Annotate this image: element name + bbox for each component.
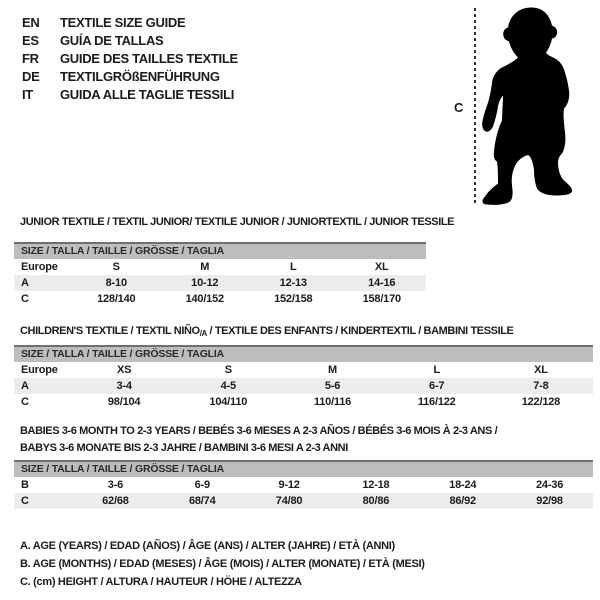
size-cell: 6-9 xyxy=(194,479,210,491)
size-cell: 8-10 xyxy=(105,277,127,289)
table-row-age-months xyxy=(14,477,593,493)
size-cell: 68/74 xyxy=(188,495,216,507)
column-header-cell: XL xyxy=(374,261,389,273)
children-size-table xyxy=(14,345,593,410)
size-cell: 62/68 xyxy=(102,495,129,507)
size-cell: 86/92 xyxy=(449,495,476,507)
language-code: ES xyxy=(22,33,39,48)
language-title-list xyxy=(22,14,238,104)
size-cell: 104/110 xyxy=(209,396,248,408)
table-row-height-cm xyxy=(14,291,426,307)
size-cell: 24-36 xyxy=(535,479,564,491)
language-row-fr xyxy=(22,50,238,68)
size-cell: 12-13 xyxy=(279,277,307,289)
toddler-silhouette-image xyxy=(478,4,578,207)
height-marker-label-c: C xyxy=(454,100,464,115)
language-row-es xyxy=(22,32,238,50)
size-cell: 152/158 xyxy=(274,293,313,305)
size-cell: 7-8 xyxy=(533,380,549,392)
size-header-bar: SIZE / TALLA / TAILLE / GRÖSSE / TAGLIA xyxy=(14,462,593,477)
size-cell: 110/116 xyxy=(313,396,352,408)
size-cell: 14-16 xyxy=(368,277,396,289)
column-header-cell: S xyxy=(224,364,232,376)
row-label-europe: Europe xyxy=(21,261,58,273)
size-cell: 92/98 xyxy=(536,495,563,507)
size-cell: 80/86 xyxy=(362,495,390,507)
measure-legend xyxy=(20,537,425,591)
children-title-text: CHILDREN'S TEXTILE / TEXTIL NIÑO xyxy=(20,325,200,337)
babies-title-line2: BABYS 3-6 MONATE BIS 2-3 JAHRE / BAMBINI 3-6 MESI A 2-3 ANNI xyxy=(20,442,348,454)
row-label-a: A xyxy=(21,380,29,392)
column-header-cell: M xyxy=(328,364,337,376)
row-label-b: B xyxy=(21,479,29,491)
language-code: FR xyxy=(22,51,39,66)
language-code: EN xyxy=(22,15,40,30)
size-cell: 9-12 xyxy=(278,479,300,491)
table-row-columns xyxy=(14,362,593,378)
language-code: IT xyxy=(22,87,33,102)
junior-size-table xyxy=(14,242,426,307)
size-cell: 10-12 xyxy=(191,277,219,289)
size-cell: 18-24 xyxy=(449,479,477,491)
table-row-age-years xyxy=(14,275,426,291)
size-cell: 74/80 xyxy=(275,495,303,507)
column-header-cell: M xyxy=(200,261,210,273)
babies-size-table xyxy=(14,460,593,509)
children-title-subscript: /A xyxy=(199,329,207,338)
row-label-a: A xyxy=(21,277,29,289)
size-cell: 3-4 xyxy=(116,380,132,392)
size-cell: 116/122 xyxy=(417,396,456,408)
language-title: GUIDE DES TAILLES TEXTILE xyxy=(60,51,238,66)
language-row-de xyxy=(22,68,238,86)
language-title: TEXTILE SIZE GUIDE xyxy=(60,15,186,30)
column-header-cell: XL xyxy=(534,364,548,376)
column-header-cell: S xyxy=(112,261,120,273)
children-title-text: / TEXTILE DES ENFANTS / KINDERTEXTIL / BAMBINI TESSILE xyxy=(206,325,514,337)
size-cell: 3-6 xyxy=(107,479,124,491)
table-row-height-cm xyxy=(14,394,593,410)
row-label-c: C xyxy=(21,495,29,507)
language-title: TEXTILGRÖßENFÜHRUNG xyxy=(60,69,220,84)
size-cell: 128/140 xyxy=(97,293,136,305)
legend-line-c: C. (cm) HEIGHT / ALTURA / HAUTEUR / HÖHE / ALTEZZA xyxy=(20,576,302,588)
language-title: GUÍA DE TALLAS xyxy=(60,33,164,48)
babies-title-line1: BABIES 3-6 MONTH TO 2-3 YEARS / BEBÉS 3-6 MESES A 2-3 AÑOS / BÉBÉS 3-6 MOIS À 2-3 ANS / xyxy=(20,425,498,437)
language-row-it xyxy=(22,86,238,104)
language-row-en xyxy=(22,14,238,32)
babies-section-title xyxy=(20,423,497,457)
size-cell: 122/128 xyxy=(521,396,561,408)
table-row-height-cm xyxy=(14,493,593,509)
size-header-bar: SIZE / TALLA / TAILLE / GRÖSSE / TAGLIA xyxy=(14,244,426,259)
size-cell: 6-7 xyxy=(429,380,445,392)
size-cell: 5-6 xyxy=(324,380,341,392)
row-label-c: C xyxy=(21,293,29,305)
height-dashed-line xyxy=(474,8,476,206)
size-measure-figure xyxy=(448,0,600,215)
row-label-europe: Europe xyxy=(21,364,58,376)
row-label-c: C xyxy=(21,396,29,408)
column-header-cell: L xyxy=(289,261,297,273)
size-cell: 98/104 xyxy=(107,396,141,408)
language-title: GUIDA ALLE TAGLIE TESSILI xyxy=(60,87,235,102)
size-cell: 158/170 xyxy=(362,293,401,305)
table-row-age-years xyxy=(14,378,593,394)
legend-line-a: A. AGE (YEARS) / EDAD (AÑOS) / ÂGE (ANS) / ALTER (JAHRE) / ETÀ (ANNI) xyxy=(20,540,395,552)
size-cell: 12-18 xyxy=(362,479,390,491)
size-cell: 140/152 xyxy=(185,293,224,305)
column-header-cell: XS xyxy=(116,364,132,376)
size-header-bar: SIZE / TALLA / TAILLE / GRÖSSE / TAGLIA xyxy=(14,347,593,362)
table-row-columns xyxy=(14,259,426,275)
children-section-title xyxy=(20,325,514,338)
junior-section-title: JUNIOR TEXTILE / TEXTIL JUNIOR/ TEXTILE JUNIOR / JUNIORTEXTIL / JUNIOR TESSILE xyxy=(20,216,455,228)
size-cell: 4-5 xyxy=(220,380,236,392)
column-header-cell: L xyxy=(433,364,440,376)
legend-line-b: B. AGE (MONTHS) / EDAD (MESES) / ÂGE (MOIS) / ALTER (MONATE) / ETÀ (MESI) xyxy=(20,558,425,570)
language-code: DE xyxy=(22,69,40,84)
